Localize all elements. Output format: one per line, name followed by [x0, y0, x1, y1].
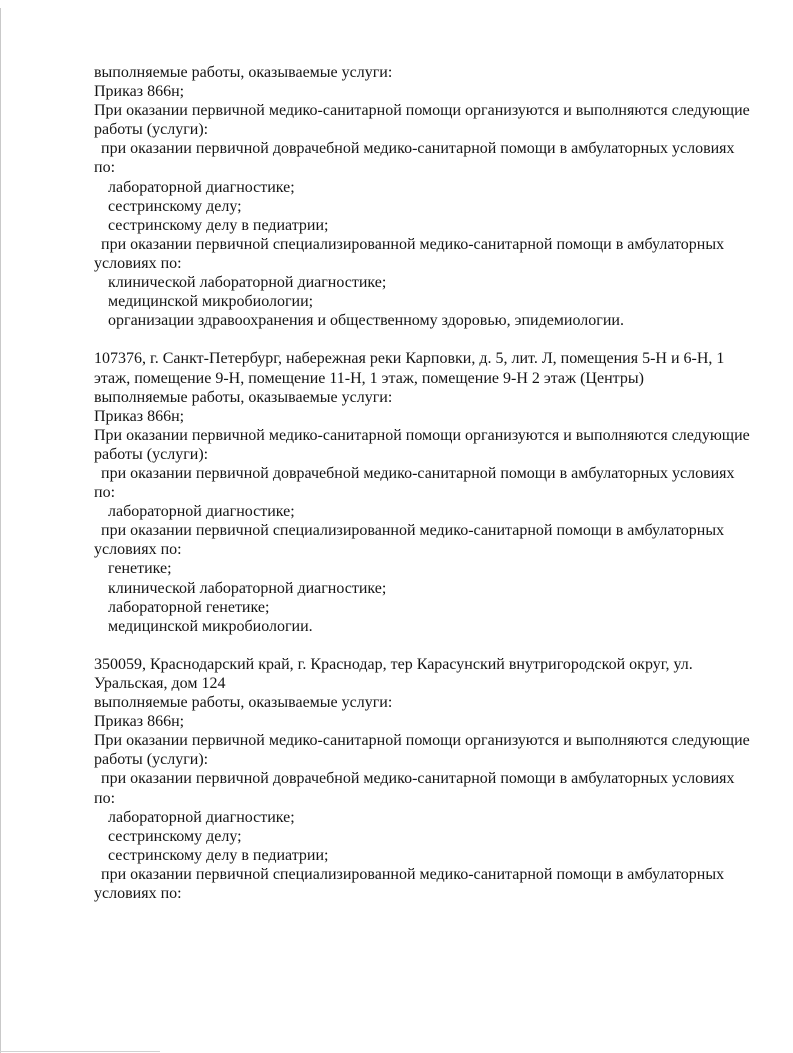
- text-line: Приказ 866н;: [94, 83, 185, 101]
- text-line: При оказании первичной медико-санитарной помощи организуются и выполняются следующие: [94, 102, 750, 120]
- text-line: сестринскому делу;: [108, 827, 242, 845]
- text-line: при оказании первичной специализированной медико-санитарной помощи в амбулаторных: [101, 522, 725, 540]
- text-line: этаж, помещение 9-Н, помещение 11-Н, 1 этаж, помещение 9-Н 2 этаж (Центры): [94, 369, 644, 387]
- page-bottom-border: [0, 1051, 160, 1052]
- address-services-block: [94, 63, 766, 330]
- text-line: организации здравоохранения и общественному здоровью, эпидемиологии.: [108, 312, 624, 330]
- page-left-border: [0, 8, 1, 1053]
- text-line: выполняемые работы, оказываемые услуги:: [94, 694, 393, 712]
- text-line: Уральская, дом 124: [94, 675, 226, 692]
- address-services-block: [94, 655, 766, 903]
- text-line: При оказании первичной медико-санитарной помощи организуются и выполняются следующие: [94, 732, 750, 750]
- license-text-content: [94, 63, 766, 903]
- text-line: условиях по:: [94, 254, 182, 272]
- text-line: лабораторной диагностике;: [108, 503, 295, 521]
- text-line: выполняемые работы, оказываемые услуги:: [94, 64, 393, 81]
- text-line: лабораторной диагностике;: [108, 808, 295, 826]
- address-services-block: [94, 349, 766, 635]
- text-line: по:: [94, 789, 116, 807]
- text-line: при оказании первичной доврачебной медико-санитарной помощи в амбулаторных условиях: [101, 464, 735, 482]
- text-line: по:: [94, 159, 116, 177]
- text-line: при оказании первичной доврачебной медико-санитарной помощи в амбулаторных условиях: [101, 140, 735, 158]
- text-line: Приказ 866н;: [94, 713, 185, 731]
- text-line: 107376, г. Санкт-Петербург, набережная реки Карповки, д. 5, лит. Л, помещения 5-Н и 6-Н, 1: [94, 350, 725, 368]
- text-line: выполняемые работы, оказываемые услуги:: [94, 388, 393, 406]
- text-line: работы (услуги):: [94, 751, 209, 769]
- text-line: генетике;: [108, 560, 172, 578]
- text-line: условиях по:: [94, 885, 182, 903]
- text-line: лабораторной генетике;: [108, 598, 270, 616]
- text-line: клинической лабораторной диагностике;: [108, 579, 387, 597]
- text-line: при оказании первичной специализированной медико-санитарной помощи в амбулаторных: [101, 235, 725, 253]
- text-line: медицинской микробиологии.: [108, 617, 313, 635]
- text-line: При оказании первичной медико-санитарной помощи организуются и выполняются следующие: [94, 426, 750, 444]
- text-line: медицинской микробиологии;: [108, 293, 314, 311]
- text-line: работы (услуги):: [94, 121, 209, 139]
- text-line: при оказании первичной специализированной медико-санитарной помощи в амбулаторных: [101, 865, 725, 883]
- text-line: клинической лабораторной диагностике;: [108, 274, 387, 292]
- text-line: Приказ 866н;: [94, 407, 185, 425]
- text-line: 350059, Краснодарский край, г. Краснодар, тер Карасунский внутригородской округ, ул.: [94, 655, 693, 673]
- text-line: сестринскому делу в педиатрии;: [108, 216, 329, 234]
- text-line: работы (услуги):: [94, 445, 209, 463]
- text-line: сестринскому делу;: [108, 197, 242, 215]
- text-line: лабораторной диагностике;: [108, 178, 295, 196]
- text-line: по:: [94, 484, 116, 502]
- text-line: условиях по:: [94, 541, 182, 559]
- text-line: сестринскому делу в педиатрии;: [108, 846, 329, 864]
- text-line: при оказании первичной доврачебной медико-санитарной помощи в амбулаторных условиях: [101, 770, 735, 788]
